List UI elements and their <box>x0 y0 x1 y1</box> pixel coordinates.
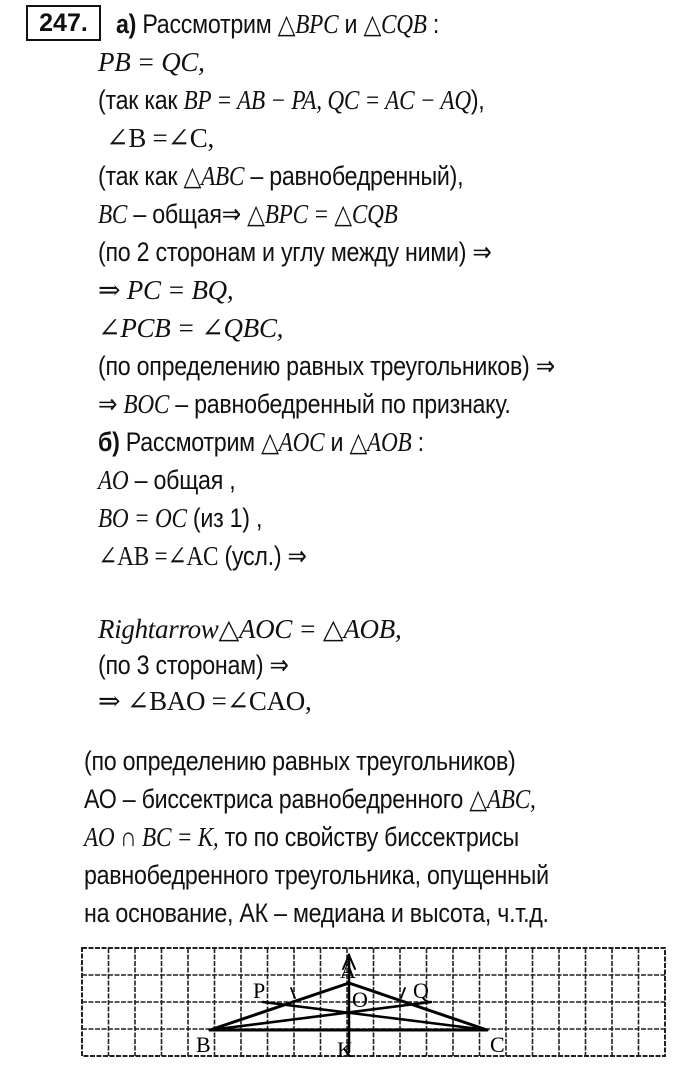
label-b: B <box>196 1032 211 1057</box>
text: (усл.) ⇒ <box>218 541 307 571</box>
math: ∠AB =∠AC <box>98 541 219 571</box>
text: Рассмотрим <box>125 427 262 457</box>
math: △ABC, <box>469 784 536 814</box>
text: Рассмотрим <box>142 9 278 39</box>
text: и <box>324 427 350 457</box>
math: △BPC = △CQB <box>247 199 398 229</box>
math: ∠B =∠C, <box>106 123 214 153</box>
math: ∠PCB = ∠QBC, <box>98 313 284 343</box>
text: то по свойству биссектрисы <box>218 822 519 852</box>
text: : <box>426 9 440 39</box>
math: AO ∩ BC = K, <box>84 822 219 852</box>
part-a-label: а) <box>116 9 137 39</box>
label-k: K <box>337 1037 353 1062</box>
text: и <box>338 9 364 39</box>
text: : <box>411 427 424 457</box>
math: AO <box>98 465 129 495</box>
math: △AOC <box>261 427 325 457</box>
text: – равнобедренный), <box>244 161 464 191</box>
math: BC <box>98 199 128 229</box>
text: – общая , <box>128 465 236 495</box>
text: (по определению равных треугольников) ⇒ <box>98 351 555 381</box>
math: PB = QC, <box>98 47 205 77</box>
math: BO = OC <box>98 503 187 533</box>
text: – общая⇒ <box>127 199 248 229</box>
math: △ABC <box>183 161 245 191</box>
label-c: C <box>490 1032 505 1057</box>
math: △BPC <box>277 9 339 39</box>
label-q: Q <box>413 978 429 1003</box>
math: △CQB <box>363 9 427 39</box>
text: на основание, АК – медиана и высота, ч.т.д. <box>84 898 549 928</box>
grid <box>82 948 665 1056</box>
math: BOC <box>123 389 170 419</box>
part-b-label: б) <box>98 427 120 457</box>
point-labels <box>196 958 505 1062</box>
math: △AOB <box>349 427 412 457</box>
text: равнобедренного треугольника, опущенный <box>84 860 549 890</box>
label-p: P <box>253 978 266 1003</box>
text: (так как <box>98 161 184 191</box>
math: BP = AB − PA, QC = AC − AQ <box>183 85 471 115</box>
text: АО – биссектриса равнобедренного <box>84 784 470 814</box>
text: (так как <box>98 85 184 115</box>
text: (по 3 сторонам) ⇒ <box>98 650 289 680</box>
text: (из 1) , <box>186 503 263 533</box>
text: – равнобедренный по признаку. <box>169 389 511 419</box>
math: ⇒ PC = BQ, <box>98 275 234 305</box>
label-a: A <box>340 958 356 983</box>
text: (по 2 сторонам и углу между ними) ⇒ <box>98 237 492 267</box>
text: ⇒ <box>98 389 124 419</box>
math: Rightarrow△AOC = △AOB, <box>98 614 402 644</box>
text: (по определению равных треугольников) <box>84 746 516 776</box>
text: ), <box>470 85 485 115</box>
label-o: O <box>352 987 368 1012</box>
math: ⇒ ∠BAO =∠CAO, <box>98 686 312 716</box>
problem-number-box: 247. <box>26 5 101 41</box>
